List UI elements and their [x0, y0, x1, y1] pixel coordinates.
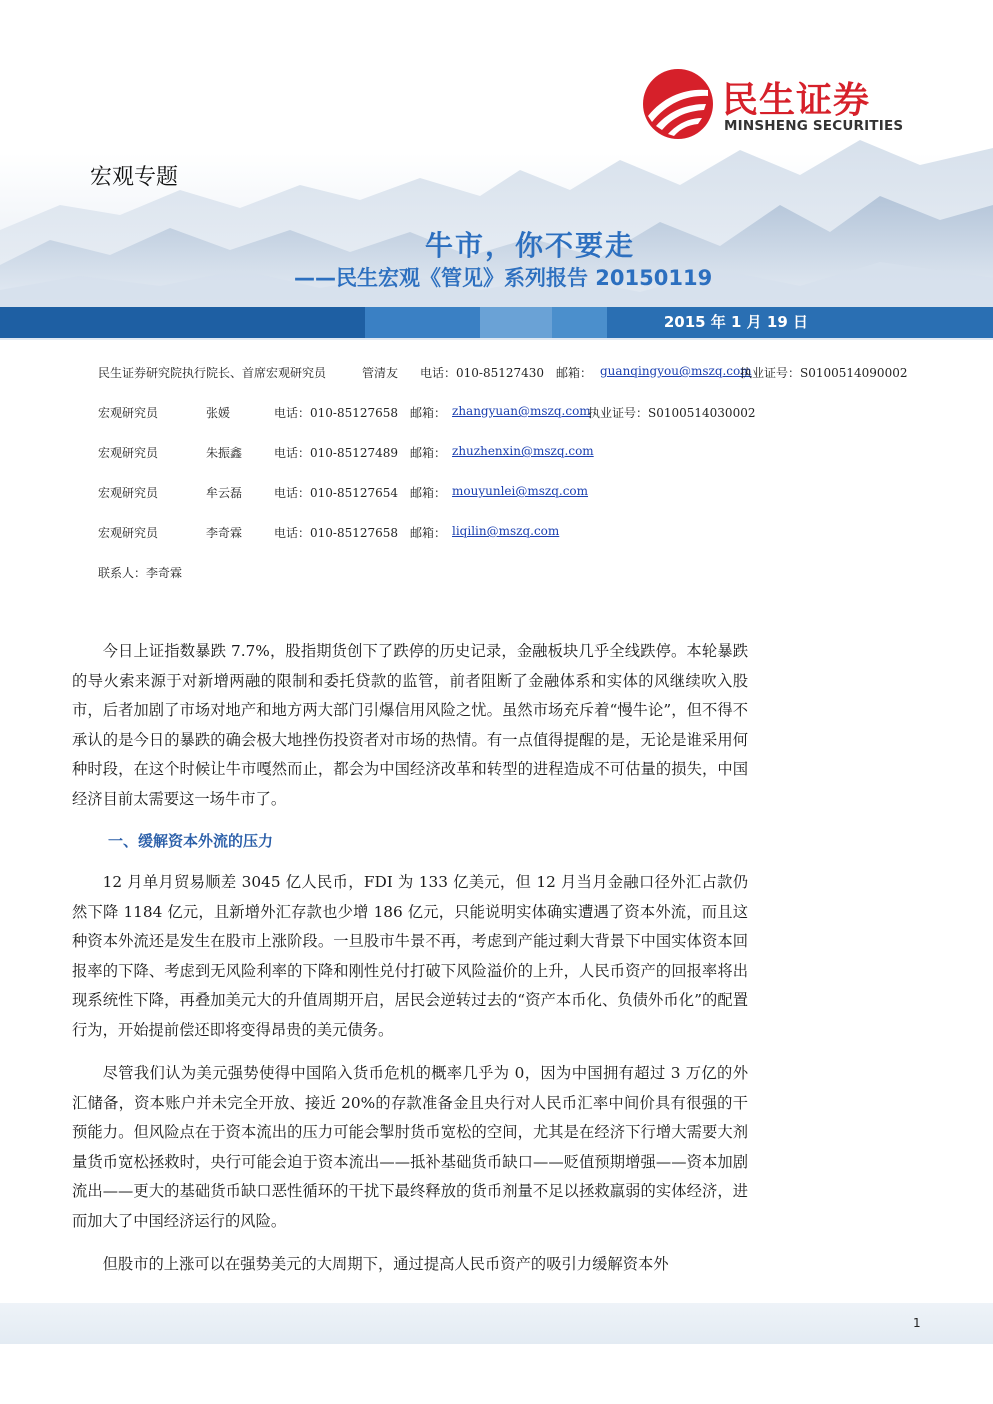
- author-row: [98, 404, 918, 444]
- author-name: 朱振鑫: [206, 446, 243, 460]
- author-phone: 电话：010-85127489: [274, 446, 399, 460]
- author-name: 管清友: [362, 366, 399, 380]
- author-email-link[interactable]: zhangyuan@mszq.com: [452, 404, 591, 418]
- author-email-label: 邮箱：: [410, 526, 447, 540]
- author-title: 宏观研究员: [98, 446, 159, 460]
- body-paragraph: 12 月单月贸易顺差 3045 亿人民币，FDI 为 133 亿美元，但 12 月当月金融口径外汇占款仍然下降 1184 亿元，且新增外汇存款也少增 186 亿元，只能说明实体确实遭遇了资本外流，而且这种资本外流还是发生在股市上涨阶段。一旦股市牛景不再，考虑到产能过剩大背景下中国实体资本回报率的下降、考虑到无风险利率的下降和刚性兑付打破下风险溢价的上升，人民币资产的回报率将出现系统性下降，再叠加美元大的升值周期开启，居民会逆转过去的“资产本币化、负债外币化”的配置行为，开始提前偿还即将变得昂贵的美元债务。: [72, 873, 748, 1039]
- author-phone: 电话：010-85127654: [274, 486, 399, 500]
- author-email-label: 邮箱：: [410, 446, 447, 460]
- author-list: [98, 364, 918, 604]
- author-title: 宏观研究员: [98, 406, 159, 420]
- author-license: 执业证号：S0100514030002: [588, 406, 756, 420]
- contact-person: 联系人：李奇霖: [98, 566, 183, 580]
- report-subtitle: ——民生宏观《管见》系列报告 20150119: [294, 266, 713, 290]
- author-row: [98, 364, 918, 404]
- body-paragraph: 但股市的上涨可以在强势美元的大周期下，通过提高人民币资产的吸引力缓解资本外: [102, 1255, 669, 1273]
- intro-paragraph: 今日上证指数暴跌 7.7%，股指期货创下了跌停的历史记录，金融板块几乎全线跌停。本轮暴跌的导火索来源于对新增两融的限制和委托贷款的监管，前者阻断了金融体系和实体的风继续吹入股市，后者加剧了市场对地产和地方两大部门引爆信用风险之忧。虽然市场充斥着“慢牛论”，但不得不承认的是今日的暴跌的确会极大地挫伤投资者对市场的热情。有一点值得提醒的是，无论是谁采用何种时段，在这个时候让牛市嘎然而止，都会为中国经济改革和转型的进程造成不可估量的损失，中国经济目前太需要这一场牛市了。: [72, 642, 748, 808]
- author-phone: 电话：010-85127658: [274, 406, 399, 420]
- author-email-link[interactable]: mouyunlei@mszq.com: [452, 484, 589, 498]
- author-email-link[interactable]: guanqingyou@mszq.com: [600, 364, 752, 378]
- author-email-link[interactable]: liqilin@mszq.com: [452, 524, 560, 538]
- author-email-label: 邮箱：: [556, 366, 593, 380]
- author-row: [98, 524, 918, 564]
- author-name: 张媛: [206, 406, 231, 420]
- brand-name-en: MINSHENG SECURITIES: [724, 118, 904, 134]
- section-heading: 一、缓解资本外流的压力: [108, 832, 274, 850]
- author-name: 牟云磊: [206, 486, 243, 500]
- author-email-label: 邮箱：: [410, 406, 447, 420]
- page-number: 1: [913, 1316, 921, 1330]
- report-body: [72, 637, 748, 1280]
- author-license: 执业证号：S0100514090002: [740, 366, 908, 380]
- report-date: 2015 年 1 月 19 日: [663, 313, 808, 331]
- brand-logo: [642, 68, 932, 148]
- report-category: 宏观专题: [90, 165, 179, 190]
- author-row: [98, 444, 918, 484]
- author-phone: 电话：010-85127430: [420, 366, 545, 380]
- author-email-link[interactable]: zhuzhenxin@mszq.com: [452, 444, 594, 458]
- author-phone: 电话：010-85127658: [274, 526, 399, 540]
- author-email-label: 邮箱：: [410, 486, 447, 500]
- author-row: [98, 484, 918, 524]
- report-title: 牛市，你不要走: [424, 229, 635, 262]
- minsheng-logo-icon: [642, 68, 714, 140]
- footer-band: [0, 1303, 993, 1344]
- author-title: 宏观研究员: [98, 486, 159, 500]
- author-title: 民生证券研究院执行院长、首席宏观研究员: [98, 366, 327, 380]
- author-title: 宏观研究员: [98, 526, 159, 540]
- author-name: 李奇霖: [206, 526, 243, 540]
- contact-row: [98, 564, 918, 604]
- brand-name-cn: 民生证券: [722, 80, 871, 121]
- body-paragraph: 尽管我们认为美元强势使得中国陷入货币危机的概率几乎为 0，因为中国拥有超过 3 万亿的外汇储备，资本账户并未完全开放、接近 20%的存款准备金且央行对人民币汇率中间价具有很强的干预能力。但风险点在于资本流出的压力可能会掣肘货币宽松的空间，尤其是在经济下行增大需要大剂量货币宽松拯救时，央行可能会迫于资本流出——抵补基础货币缺口——贬值预期增强——资本加剧流出——更大的基础货币缺口恶性循环的干扰下最终释放的货币剂量不足以拯救羸弱的实体经济，进而加大了中国经济运行的风险。: [72, 1064, 748, 1230]
